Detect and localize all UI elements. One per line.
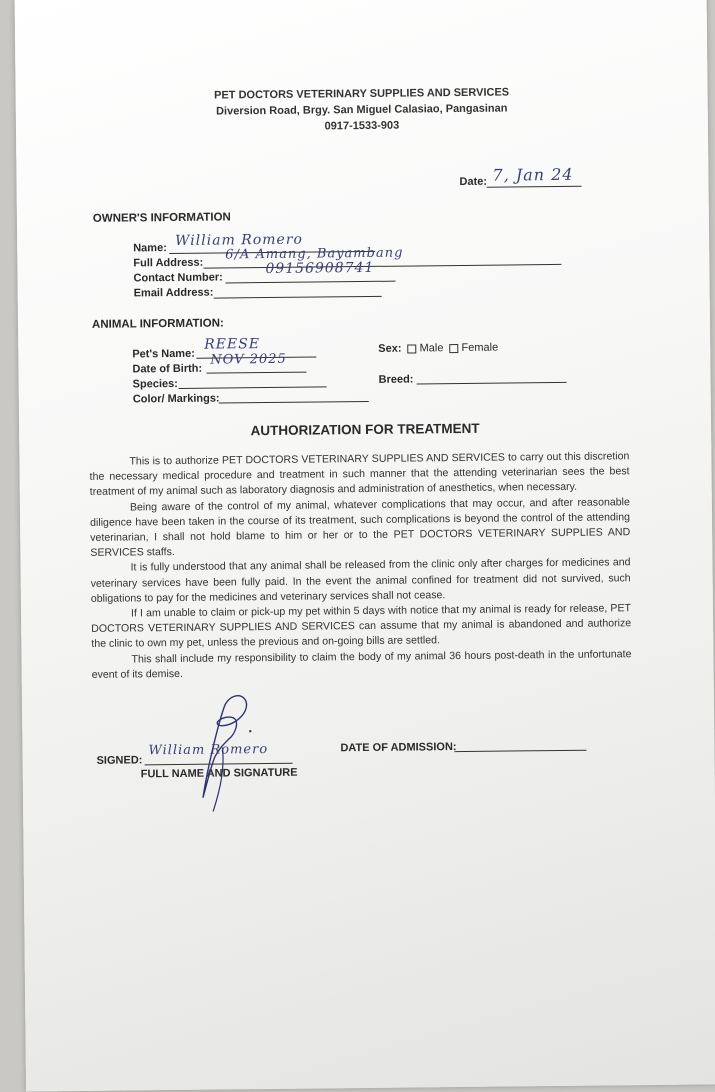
sex-label: Sex:	[378, 342, 402, 355]
owner-address-value[interactable]: 6/A Amang, Bayambang	[225, 245, 404, 263]
owner-email-label: Email Address:	[133, 286, 214, 300]
female-checkbox[interactable]	[449, 344, 458, 353]
paragraph-5: This shall include my responsibility to claim the body of my animal 36 hours post-death in the unfortunate event of its demise.	[91, 647, 632, 681]
signed-value[interactable]: William Romero	[148, 742, 269, 759]
clinic-name: PET DOCTORS VETERINARY SUPPLIES AND SERVICES	[214, 86, 510, 102]
dob-label: Date of Birth:	[132, 362, 203, 376]
owner-name-label: Name:	[133, 242, 167, 255]
dob-line	[207, 372, 307, 374]
dob-value[interactable]: NOV 2025	[210, 351, 287, 368]
date-label: Date:	[459, 175, 488, 188]
authorization-title: AUTHORIZATION FOR TREATMENT	[250, 420, 480, 439]
animal-heading: ANIMAL INFORMATION:	[91, 317, 224, 331]
owner-email-line[interactable]	[214, 296, 382, 299]
male-checkbox[interactable]	[408, 344, 417, 353]
signature-scribble	[162, 687, 283, 818]
admission-line[interactable]	[454, 750, 586, 752]
paragraph-3: It is fully understood that any animal shall be released from the clinic only after charges for medicines and veterinary services have been fully paid. In the event the animal confined for treatment did not survived, such obligations to pay for the medicines and veterinary services shall not cease.	[90, 556, 631, 605]
clinic-phone: 0917-1533-903	[324, 119, 400, 133]
species-line[interactable]	[179, 386, 327, 389]
authorization-body	[89, 449, 631, 683]
clinic-address: Diversion Road, Brgy. San Miguel Calasiao, Pangasinan	[216, 102, 508, 118]
female-label: Female	[461, 341, 499, 354]
owner-contact-line	[226, 281, 396, 284]
pet-name-label: Pet's Name:	[132, 347, 195, 361]
breed-label: Breed:	[378, 373, 414, 386]
owner-contact-value[interactable]: 09156908741	[265, 259, 375, 278]
date-value[interactable]: 7, Jan 24	[492, 164, 574, 185]
breed-line[interactable]	[417, 382, 567, 385]
paragraph-4: If I am unable to claim or pick-up my pet within 5 days with notice that my animal is ready for release, PET DOCTORS VETERINARY SUPPLIES AND SERVICES can assume that my animal is abandoned and authorize the clinic to own my pet, unless the previous and on-going bills are settled.	[91, 602, 632, 651]
male-label: Male	[419, 342, 444, 355]
signature-caption: FULL NAME AND SIGNATURE	[140, 766, 298, 781]
pet-name-value[interactable]: REESE	[204, 336, 261, 353]
owner-name-value[interactable]: William Romero	[175, 231, 303, 249]
sex-field	[378, 342, 498, 355]
species-label: Species:	[132, 377, 178, 391]
form-sheet	[15, 0, 715, 1092]
admission-label: DATE OF ADMISSION:	[340, 741, 457, 755]
signed-label: SIGNED:	[96, 754, 143, 767]
paragraph-1: This is to authorize PET DOCTORS VETERINARY SUPPLIES AND SERVICES to carry out this discretion the necessary medical procedure and treatment in such manner that the attending veterinarian sees the best treatment of my animal such as laboratory diagnosis and administration of anesthetics, when necessary.	[89, 450, 630, 499]
color-label: Color/ Markings:	[132, 392, 220, 406]
date-line	[487, 186, 582, 188]
owner-heading: OWNER'S INFORMATION	[92, 211, 231, 225]
owner-address-label: Full Address:	[133, 256, 204, 270]
owner-contact-label: Contact Number:	[133, 271, 223, 285]
owner-address-line	[203, 264, 561, 269]
color-line[interactable]	[219, 401, 369, 404]
paragraph-2: Being aware of the control of my animal, whatever complications that may occur, and after reasonable diligence have been taken in the course of its treatment, such complications is beyond the control of the attending veterinarian, I shall not hold blame to him or her or to the PET DOCTORS VETERINARY SUPPLIES AND SERVICES staffs.	[90, 495, 631, 560]
